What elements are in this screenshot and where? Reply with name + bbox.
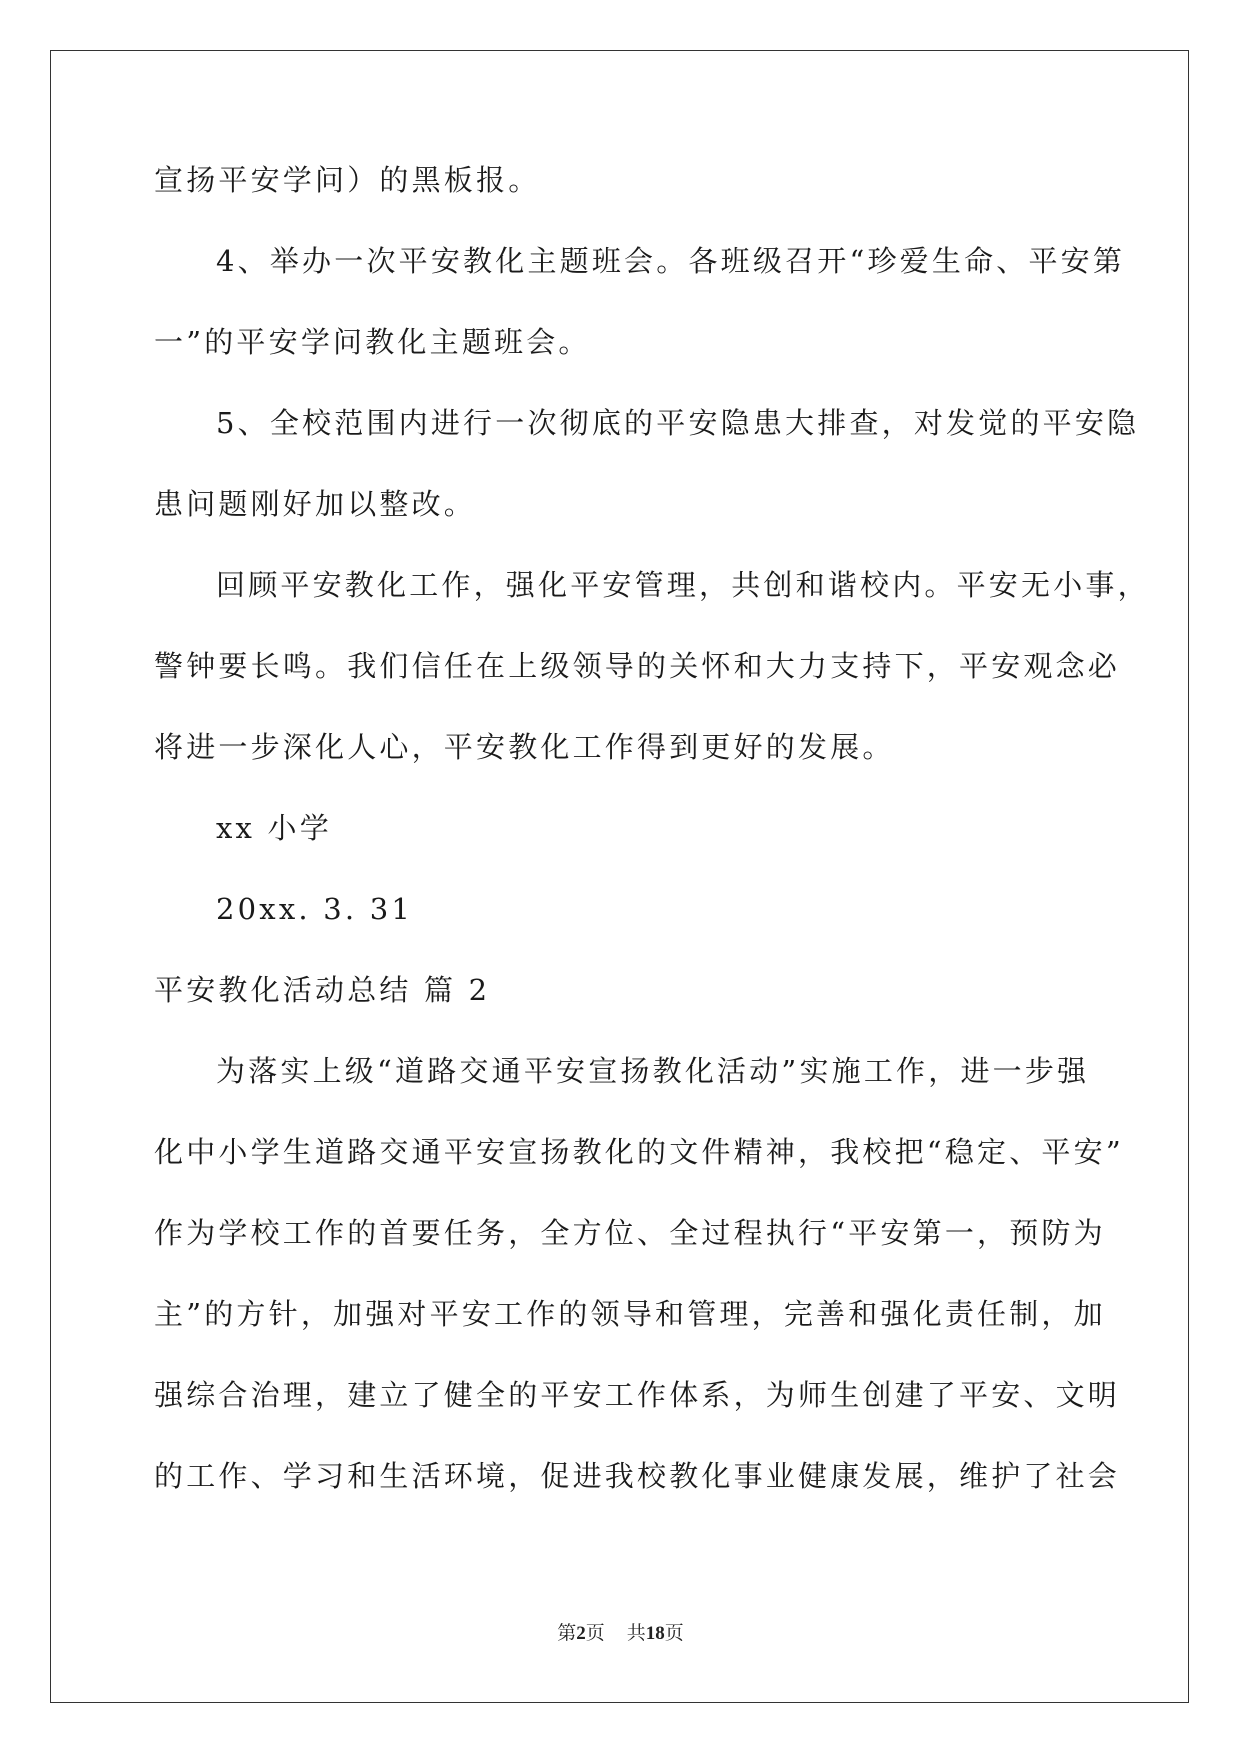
text-line: 主”的方针，加强对平安工作的领导和管理，完善和强化责任制，加 — [154, 1297, 1106, 1331]
text-line: 患问题刚好加以整改。 — [154, 487, 477, 521]
page-footer — [0, 1618, 1241, 1645]
document-body — [154, 162, 1150, 1539]
text-line: 化中小学生道路交通平安宣扬教化的文件精神，我校把“稳定、平安” — [154, 1135, 1124, 1169]
text-line: 强综合治理，建立了健全的平安工作体系，为师生创建了平安、文明 — [154, 1378, 1121, 1412]
total-prefix: 共 — [626, 1623, 646, 1644]
total-suffix: 页 — [664, 1623, 684, 1644]
text-line: 为落实上级“道路交通平安宣扬教化活动”实施工作，进一步强 — [216, 1054, 1090, 1088]
page-number: 2 — [576, 1623, 586, 1644]
signature-school: xx 小学 — [216, 811, 332, 845]
text-line: 将进一步深化人心，平安教化工作得到更好的发展。 — [154, 730, 895, 764]
text-line: 宣扬平安学问）的黑板报。 — [154, 163, 541, 197]
signature-date: 20xx. 3. 31 — [216, 892, 414, 926]
text-line: 作为学校工作的首要任务，全方位、全过程执行“平安第一，预防为 — [154, 1216, 1106, 1250]
text-line: 5、全校范围内进行一次彻底的平安隐患大排查，对发觉的平安隐 — [216, 406, 1140, 440]
page-prefix: 第 — [557, 1623, 577, 1644]
text-line: 一”的平安学问教化主题班会。 — [154, 325, 591, 359]
text-line: 警钟要长鸣。我们信任在上级领导的关怀和大力支持下，平安观念必 — [154, 649, 1121, 683]
total-pages: 18 — [645, 1623, 665, 1644]
page-suffix: 页 — [585, 1623, 605, 1644]
text-line: 回顾平安教化工作，强化平安管理，共创和谐校内。平安无小事， — [216, 568, 1150, 602]
text-line: 的工作、学习和生活环境，促进我校教化事业健康发展，维护了社会 — [154, 1459, 1121, 1493]
text-line: 4、举办一次平安教化主题班会。各班级召开“珍爱生命、平安第 — [216, 244, 1126, 278]
section-heading: 平安教化活动总结 篇 2 — [154, 973, 491, 1007]
